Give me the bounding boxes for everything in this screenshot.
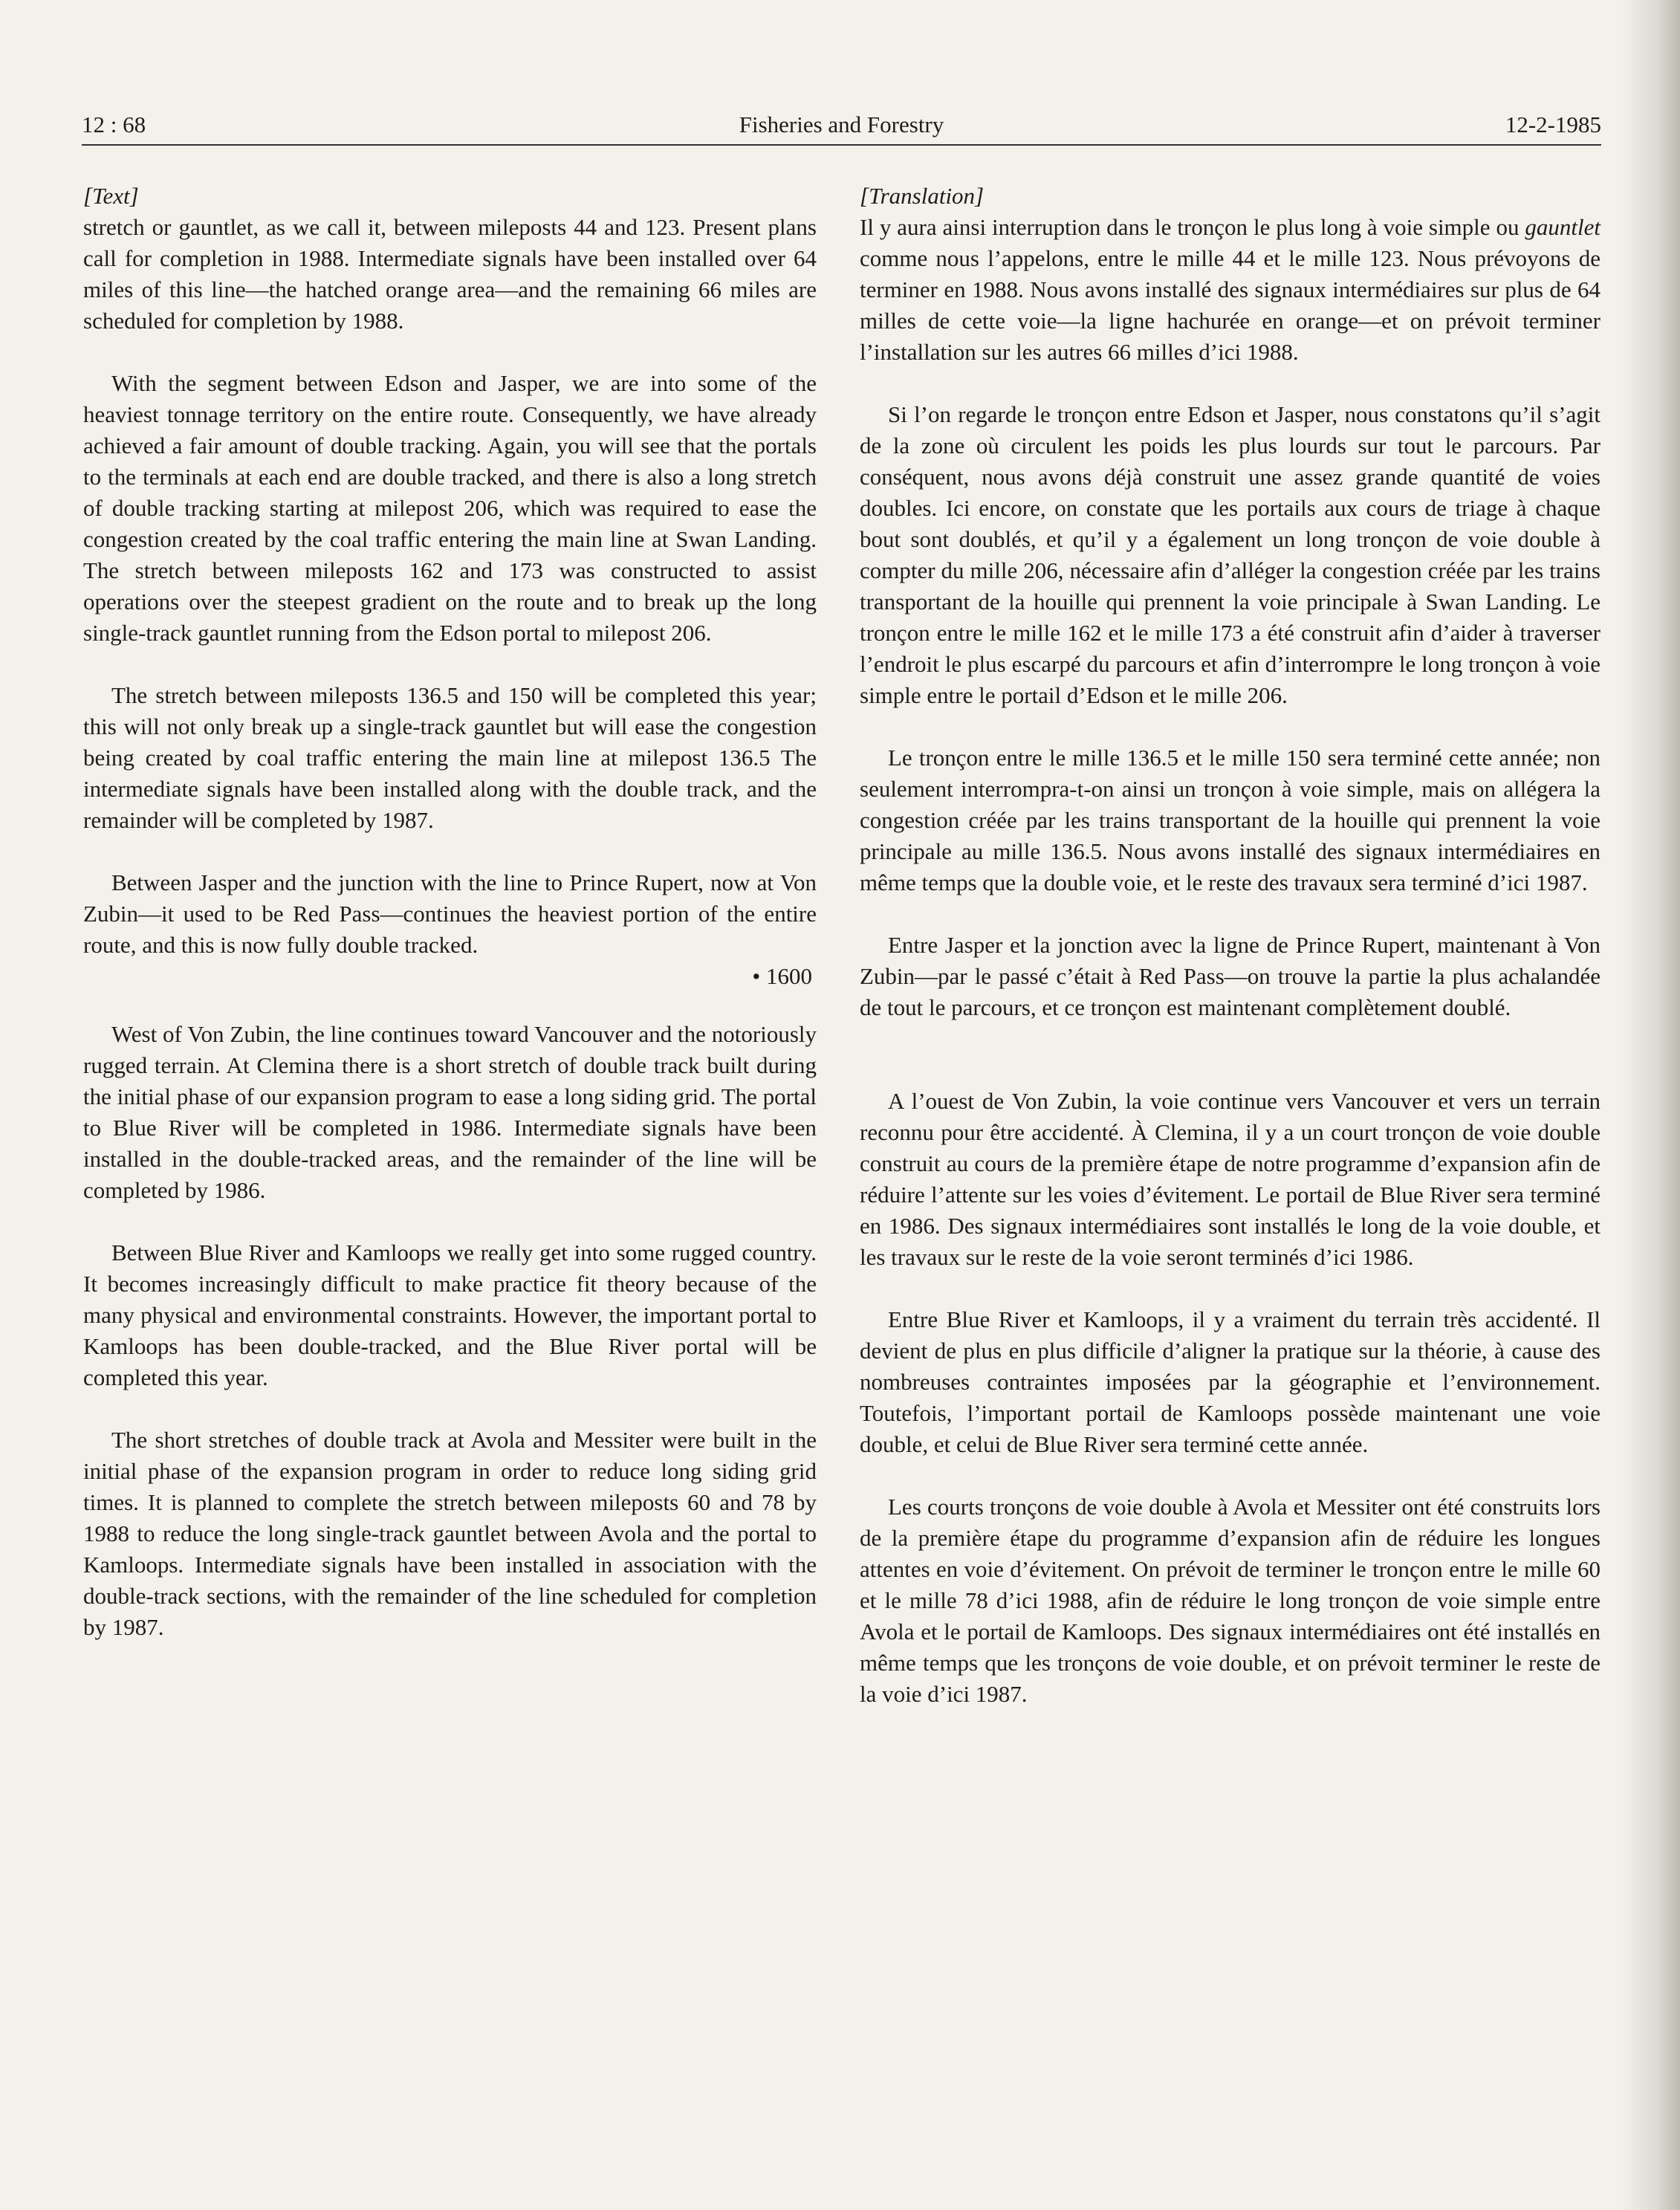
header-rule [82,144,1601,146]
column-label-text: [Text] [83,183,139,209]
paragraph: With the segment between Edson and Jasper, we are into some of the heaviest tonnage territory on the entire route. Consequently, we have already achieved a fair amount of double tracking. Again, you will see that the portals to the terminals at each end are double tracked, and there is also a long stretch of double tracking starting at milepost 206, which was required to ease the congestion created by the coal traffic entering the main line at Swan Landing. The stretch between mileposts 162 and 173 was constructed to assist operations over the steepest gradient on the route and to break up the long single-track gauntlet running from the Edson portal to milepost 206. [83,370,817,646]
italic-term: gauntlet [1525,214,1600,240]
column-label-translation: [Translation] [860,183,985,209]
header-date: 12-2-1985 [1505,111,1601,137]
paragraph: West of Von Zubin, the line continues toward Vancouver and the notoriously rugged terrain. At Clemina there is a short stretch of double track built during the initial phase of our expansion program to ease a long siding grid. The portal to Blue River will be completed in 1986. Intermediate signals have been installed in the double-tracked areas, and the remainder of the line will be completed by 1986. [83,1021,817,1203]
paragraph: Between Blue River and Kamloops we really get into some rugged country. It becomes increasingly difficult to make practice fit theory because of the many physical and environmental constraints. However, the important portal to Kamloops has been double-tracked, and the Blue River portal will be completed this year. [83,1240,817,1390]
paragraph: Between Jasper and the junction with the line to Prince Rupert, now at Von Zubin—it used to be Red Pass—continues the heaviest portion of the entire route, and this is now fully double tracked. [83,869,817,958]
text-run: comme nous l’appelons, entre le mille 44 et le mille 123. Nous prévoyons de terminer en 1988. Nous avons installé des signaux intermédiaires sur plus de 64 milles de cette voie—la ligne hachurée en orange—et on prévoit terminer l’installation sur les autres 66 milles d’ici 1988. [860,245,1600,365]
paragraph: stretch or gauntlet, as we call it, between mileposts 44 and 123. Present plans call for completion in 1988. Intermediate signals have been installed over 64 miles of this line—the hatched orange area—and the remaining 66 miles are scheduled for completion by 1988. [83,214,817,334]
page-number: 12 : 68 [82,111,146,137]
english-column [83,181,817,1674]
paragraph: Si l’on regarde le tronçon entre Edson et Jasper, nous constatons qu’il s’agit de la zone où circulent les poids les plus lourds sur tout le parcours. Par conséquent, nous avons déjà construit une assez grande quantité de voies doubles. Ici encore, on constate que les portails aux cours de triage à chaque bout sont doublés, et qu’il y a également un long tronçon de voie double à compter du mille 206, nécessaire afin d’alléger la congestion créée par les trains transportant de la houille qui prennent la voie principale à Swan Landing. Le tronçon entre le mille 162 et le mille 173 a été construit afin d’aider à traverser l’endroit le plus escarpé du parcours et afin d’interrompre le long tronçon à voie simple entre le portail d’Edson et le mille 206. [860,401,1600,708]
time-marker: • 1600 [752,963,812,989]
page-title: Fisheries and Forestry [739,111,944,137]
paragraph [860,212,1600,368]
page-edge-shadow [1621,0,1680,2210]
french-column [860,181,1600,1741]
page-header [82,104,1601,149]
paragraph: The stretch between mileposts 136.5 and 150 will be completed this year; this will not only break up a single-track gauntlet but will ease the congestion being created by coal traffic entering the main line at milepost 136.5 The intermediate signals have been installed along with the double track, and the remainder will be completed by 1987. [83,682,817,833]
text-run: Il y aura ainsi interruption dans le tronçon le plus long à voie simple ou [860,214,1525,240]
paragraph: Entre Jasper et la jonction avec la ligne de Prince Rupert, maintenant à Von Zubin—par le passé c’était à Red Pass—on trouve la partie la plus achalandée de tout le parcours, et ce tronçon est maintenant complètement doublé. [860,932,1600,1020]
paragraph: The short stretches of double track at Avola and Messiter were built in the initial phase of the expansion program in order to reduce long siding grid times. It is planned to complete the stretch between mileposts 60 and 78 by 1988 to reduce the long single-track gauntlet between Avola and the portal to Kamloops. Intermediate signals have been installed in association with the double-track sections, with the remainder of the line scheduled for completion by 1987. [83,1427,817,1640]
paragraph: Le tronçon entre le mille 136.5 et le mille 150 sera terminé cette année; non seulement interrompra-t-on ainsi un tronçon à voie simple, mais on allégera la congestion créée par les trains transportant de la houille qui prennent la voie principale au mille 136.5. Nous avons installé des signaux intermédiaires en même temps que la double voie, et le reste des travaux sera terminé d’ici 1987. [860,745,1600,895]
paragraph: Entre Blue River et Kamloops, il y a vraiment du terrain très accidenté. Il devient de plus en plus difficile d’aligner la pratique sur la théorie, à cause des nombreuses contraintes imposées par la géographie et l’environnement. Toutefois, l’important portail de Kamloops possède maintenant une voie double, et celui de Blue River sera terminé cette année. [860,1306,1600,1457]
paragraph: A l’ouest de Von Zubin, la voie continue vers Vancouver et vers un terrain reconnu pour être accidenté. À Clemina, il y a un court tronçon de voie double construit au cours de la première étape de notre programme d’expansion afin de réduire l’attente sur les voies d’évitement. Le portail de Blue River sera terminé en 1986. Des signaux intermédiaires sont installés le long de la voie double, et les travaux sur le reste de la voie seront terminés d’ici 1986. [860,1088,1600,1270]
paragraph: Les courts tronçons de voie double à Avola et Messiter ont été construits lors de la première étape du programme d’expansion afin de réduire les longues attentes en voie d’évitement. On prévoit de terminer le tronçon entre le mille 60 et le mille 78 d’ici 1988, afin de réduire le long tronçon de voie simple entre Avola et le portail de Kamloops. Des signaux intermédiaires ont été installés en même temps que les tronçons de voie double, et on prévoit terminer le reste de la voie d’ici 1987. [860,1494,1600,1707]
